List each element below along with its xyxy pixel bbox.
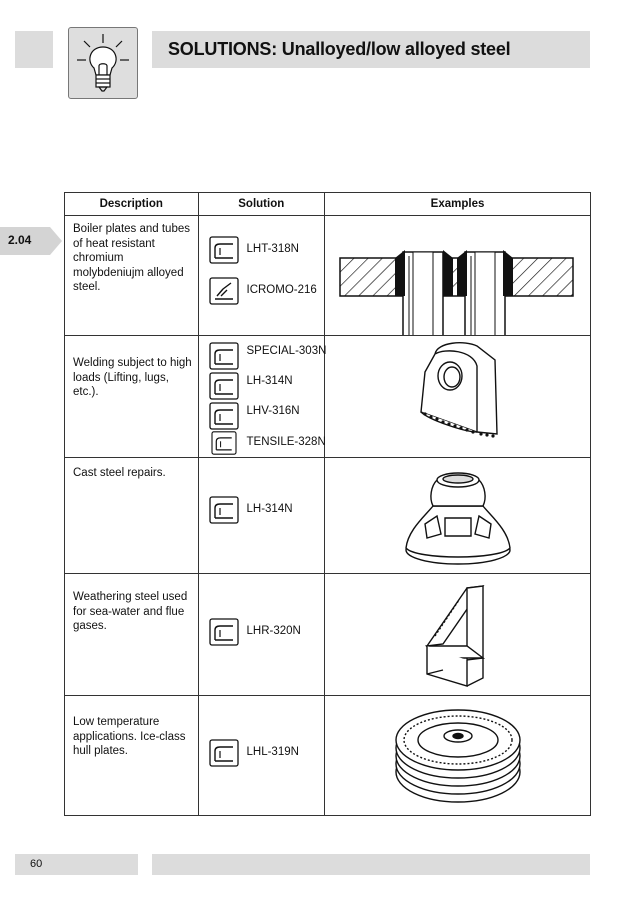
description-text: Cast steel repairs.	[73, 467, 166, 479]
solution-cell	[198, 336, 325, 458]
description-text: Boiler plates and tubes of heat resistant chromium molybdeniujm alloyed steel.	[73, 223, 190, 293]
solution-item	[209, 618, 301, 646]
stick-electrode-icon	[209, 372, 239, 400]
stick-electrode-icon	[209, 431, 239, 455]
solution-item	[209, 739, 299, 767]
description-text: Low temperature applications. Ice-class hull plates.	[73, 716, 186, 757]
solution-cell	[198, 458, 325, 574]
example-cell	[325, 696, 591, 816]
solution-cell	[198, 216, 325, 336]
table-row	[65, 216, 591, 336]
electrode-name: SPECIAL-303N	[246, 345, 327, 357]
section-number: 2.04	[8, 233, 32, 247]
solution-cell	[198, 696, 325, 816]
solution-item	[209, 431, 326, 455]
example-cell	[325, 336, 591, 458]
electrode-name: ICROMO-216	[246, 284, 317, 296]
lightbulb-icon	[68, 27, 138, 99]
stick-electrode-icon	[209, 618, 239, 646]
table-row	[65, 574, 591, 696]
example-cell	[325, 216, 591, 336]
example-cell	[325, 458, 591, 574]
cast-housing-illustration	[325, 458, 588, 573]
description-cell	[65, 216, 199, 336]
description-cell	[65, 336, 199, 458]
table-row	[65, 336, 591, 458]
boiler-tubes-illustration	[325, 216, 588, 335]
electrode-name: LH-314N	[246, 375, 293, 387]
stick-electrode-icon	[209, 739, 239, 767]
electrode-name: LH-314N	[246, 503, 293, 515]
stick-electrode-icon	[209, 236, 239, 264]
tig-welding-icon	[209, 277, 239, 305]
description-text: Welding subject to high loads (Lifting, lugs, etc.).	[73, 357, 192, 398]
electrode-name: LHV-316N	[246, 405, 300, 417]
header-solution: Solution	[198, 193, 325, 216]
stick-electrode-icon	[209, 402, 239, 430]
solution-item	[209, 402, 300, 430]
solutions-table	[64, 192, 591, 816]
pulley-wheel-illustration	[325, 696, 588, 815]
header-examples: Examples	[325, 193, 591, 216]
description-text: Weathering steel used for sea-water and flue gases.	[73, 591, 188, 632]
footer-bar	[152, 854, 590, 875]
solution-item	[209, 277, 317, 305]
solution-item	[209, 342, 327, 370]
description-cell	[65, 458, 199, 574]
solution-item	[209, 372, 293, 400]
stick-electrode-icon	[209, 342, 239, 370]
electrode-name: LHL-319N	[246, 746, 299, 758]
stick-electrode-icon	[209, 496, 239, 524]
description-cell	[65, 574, 199, 696]
solution-item	[209, 496, 293, 524]
electrode-name: TENSILE-328N	[246, 436, 326, 448]
table-row	[65, 458, 591, 574]
page-number: 60	[30, 858, 43, 870]
flue-duct-illustration	[325, 574, 588, 695]
table-row	[65, 696, 591, 816]
table-header-row	[65, 193, 591, 216]
electrode-name: LHR-320N	[246, 625, 301, 637]
header-description: Description	[65, 193, 199, 216]
solution-item	[209, 236, 299, 264]
lifting-lug-illustration	[325, 336, 588, 457]
page-title: SOLUTIONS: Unalloyed/low alloyed steel	[168, 39, 511, 59]
example-cell	[325, 574, 591, 696]
solution-cell	[198, 574, 325, 696]
electrode-name: LHT-318N	[246, 243, 299, 255]
description-cell	[65, 696, 199, 816]
header-left-block	[15, 31, 53, 68]
